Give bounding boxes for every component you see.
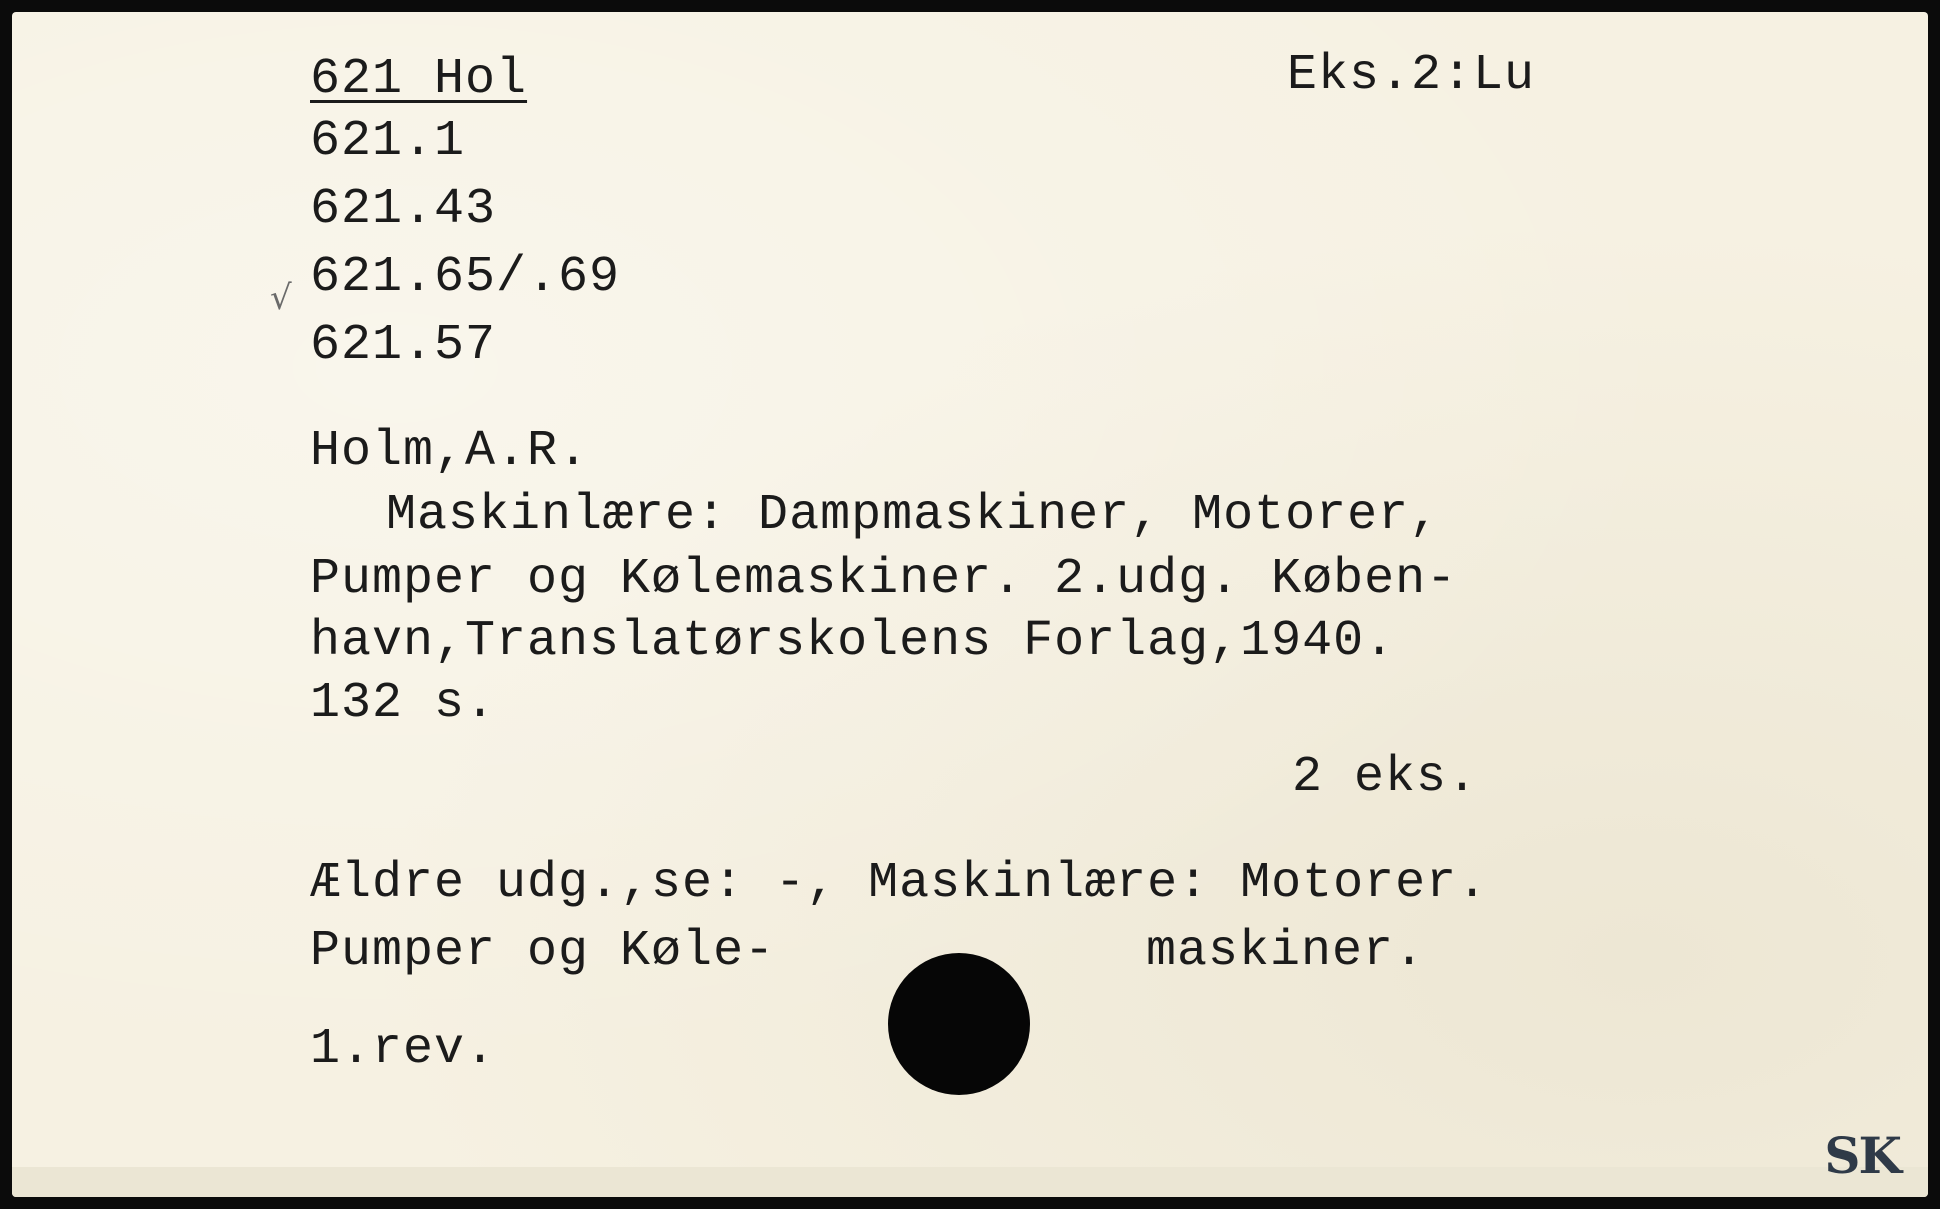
call-number-secondary: 621.43 (310, 181, 497, 238)
author: Holm,A.R. (310, 423, 590, 480)
note-line: Ældre udg.,se: -, Maskinlære: Motorer. (310, 855, 1489, 912)
punch-hole (888, 953, 1030, 1095)
copies: 2 eks. (1292, 749, 1479, 806)
revision: 1.rev. (310, 1021, 497, 1078)
card-edge (12, 1167, 1928, 1197)
note-line: Pumper og Køle- (310, 923, 776, 980)
call-number-primary: 621 Hol (310, 51, 528, 108)
note-line: maskiner. (1146, 923, 1426, 980)
title-line: Maskinlære: Dampmaskiner, Motorer, (386, 487, 1441, 544)
call-number-secondary: 621.1 (310, 113, 466, 170)
call-number-secondary: 621.57 (310, 317, 497, 374)
extent: 132 s. (310, 675, 497, 732)
check-mark-icon: √ (270, 278, 292, 318)
title-line: havn,Translatørskolens Forlag,1940. (310, 613, 1396, 670)
sk-stamp: SK (1824, 1126, 1900, 1185)
title-line: Pumper og Kølemaskiner. 2.udg. Køben- (310, 551, 1458, 608)
catalog-card (12, 12, 1928, 1197)
call-number-secondary: 621.65/.69 (310, 249, 621, 306)
copy-location: Eks.2:Lu (1287, 47, 1536, 104)
